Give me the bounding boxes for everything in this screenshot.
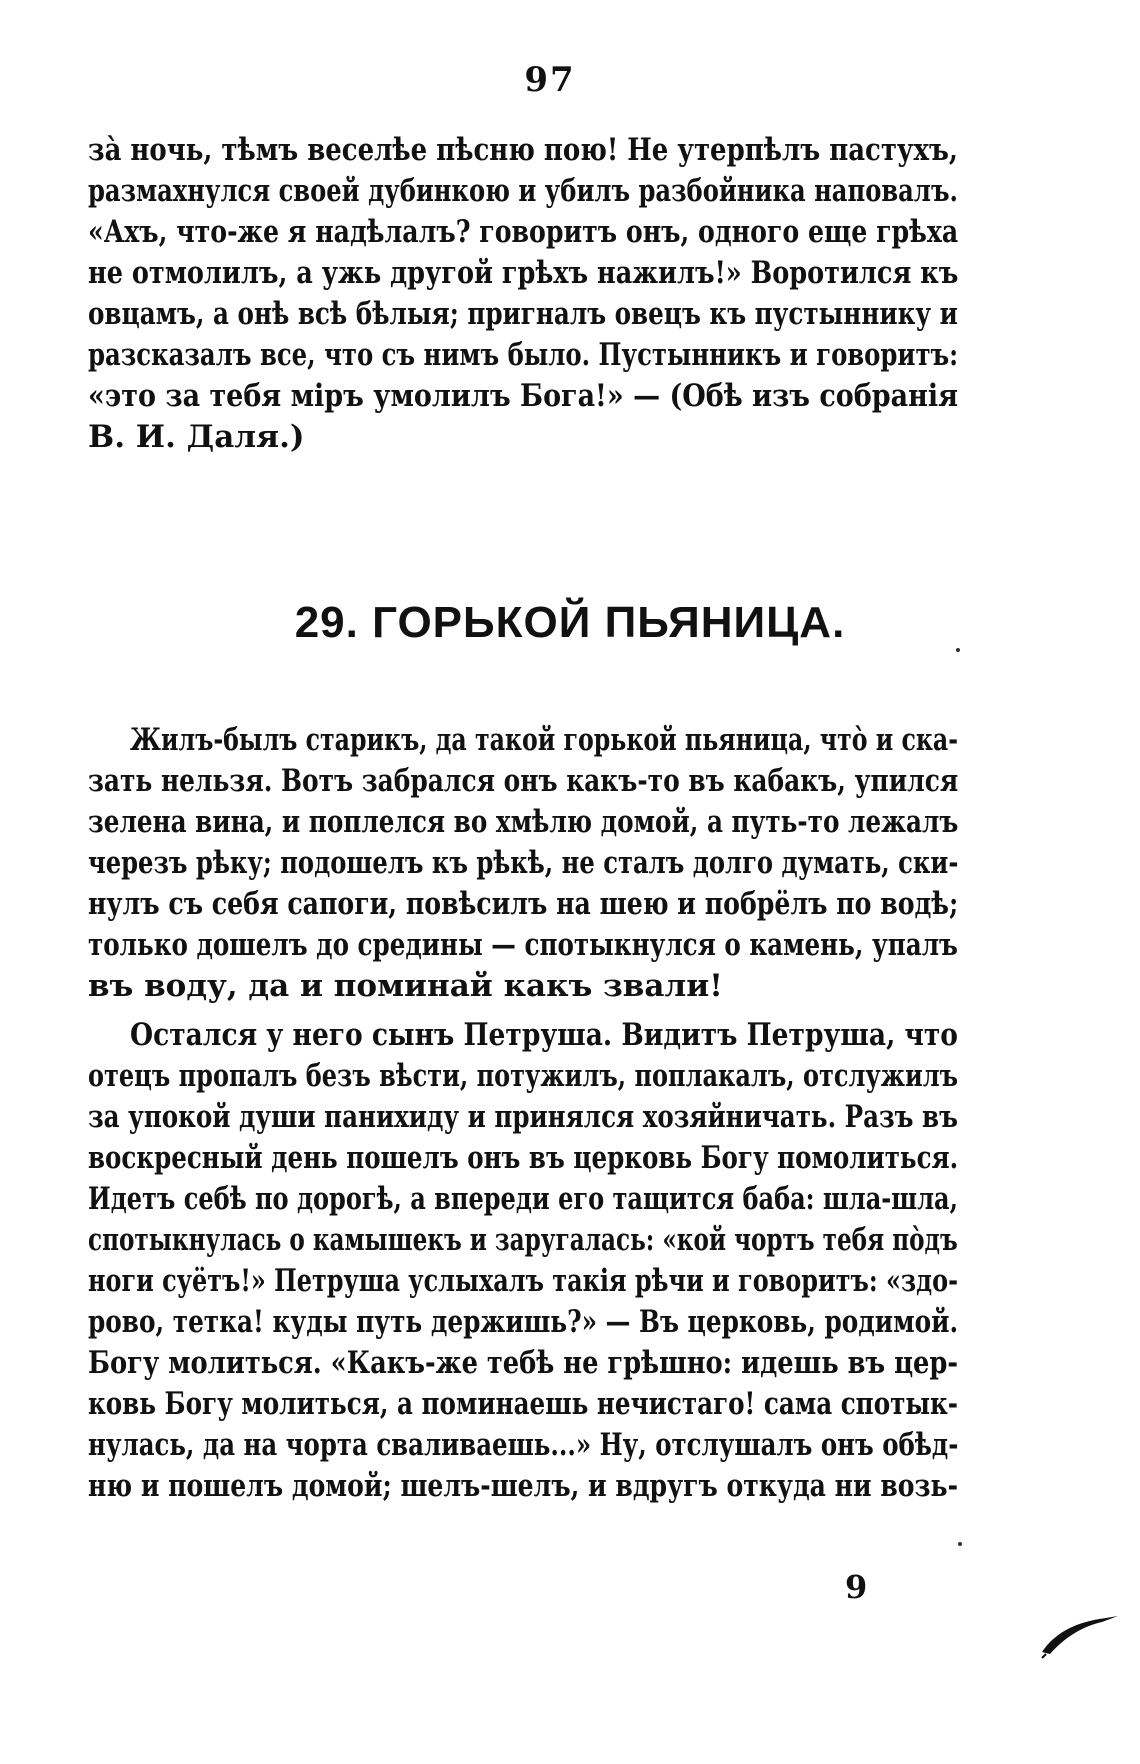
text-line: въ воду, да и поминай какъ звали! bbox=[88, 968, 723, 1004]
text-line: «Ахъ, что-же я надѣлалъ? говоритъ онъ, одного еще грѣха bbox=[88, 214, 959, 250]
text-line: зà ночь, тѣмъ веселѣе пѣсню пою! Не утерпѣлъ пастухъ, bbox=[88, 132, 958, 168]
text-line: не отмолилъ, а ужь другой грѣхъ нажилъ!» Воротился къ bbox=[88, 255, 959, 291]
page-number: 97 bbox=[524, 60, 576, 100]
text-line: В. И. Даля.) bbox=[88, 419, 305, 455]
text-line: черезъ рѣку; подошелъ къ рѣкѣ, не сталъ долго думать, ски- bbox=[88, 845, 959, 881]
text-line: Остался у него сынъ Петруша. Видитъ Петруша, что bbox=[130, 1017, 958, 1053]
scan-speck bbox=[958, 1542, 962, 1546]
text-line: ковь Богу молиться, а поминаешь нечистаго! сама спотык- bbox=[88, 1386, 959, 1422]
story-heading: 29. ГОРЬКОЙ ПЬЯНИЦА. bbox=[294, 598, 846, 647]
text-line: нулъ съ себя сапоги, повѣсилъ на шею и побрёлъ по водѣ; bbox=[88, 886, 959, 922]
text-line: отецъ пропалъ безъ вѣсти, потужилъ, поплакалъ, отслужилъ bbox=[88, 1058, 959, 1094]
signature-mark: 9 bbox=[845, 1568, 868, 1606]
text-line: за упокой души панихиду и принялся хозяйничать. Разъ въ bbox=[88, 1099, 958, 1135]
text-line: зелена вина, и поплелся во хмѣлю домой, а путь-то лежалъ bbox=[88, 804, 959, 840]
text-line: ноги суётъ!» Петруша услыхалъ такія рѣчи и говоритъ: «здо- bbox=[88, 1263, 959, 1299]
text-line: спотыкнулась о камышекъ и заругалась: «кой чортъ тебя по̀дъ bbox=[88, 1222, 958, 1258]
text-line: только дошелъ до средины — спотыкнулся о камень, упалъ bbox=[88, 927, 958, 963]
text-line: разсказалъ все, что съ нимъ было. Пустынникъ и говоритъ: bbox=[88, 337, 959, 373]
text-line: Богу молиться. «Какъ-же тебѣ не грѣшно: идешь въ цер- bbox=[88, 1345, 959, 1381]
text-line: воскресный день пошелъ онъ въ церковь Богу помолиться. bbox=[88, 1140, 959, 1176]
text-line: рово, тетка! куды путь держишь?» — Въ церковь, родимой. bbox=[88, 1304, 959, 1340]
text-line: ню и пошелъ домой; шелъ-шелъ, и вдругъ откуда ни возь- bbox=[88, 1468, 958, 1504]
text-line: Жилъ-былъ старикъ, да такой горькой пьяница, что̀ и ска- bbox=[130, 722, 959, 758]
text-line: «это за тебя міръ умолилъ Бога!» — (Обѣ изъ собранія bbox=[88, 378, 959, 414]
text-line: нулась, да на чорта сваливаешь...» Ну, отслушалъ онъ обѣд- bbox=[88, 1427, 959, 1463]
text-line: зать нельзя. Вотъ забрался онъ какъ-то въ кабакъ, упился bbox=[88, 763, 959, 799]
text-line: овцамъ, а онѣ всѣ бѣлыя; пригналъ овецъ къ пустыннику и bbox=[88, 296, 958, 332]
scan-speck bbox=[956, 648, 960, 652]
text-line: размахнулся своей дубинкою и убилъ разбойника наповалъ. bbox=[88, 173, 958, 209]
quill-mark-icon bbox=[1040, 1600, 1120, 1660]
text-line: Идетъ себѣ по дорогѣ, а впереди его тащится баба: шла-шла, bbox=[88, 1181, 958, 1217]
